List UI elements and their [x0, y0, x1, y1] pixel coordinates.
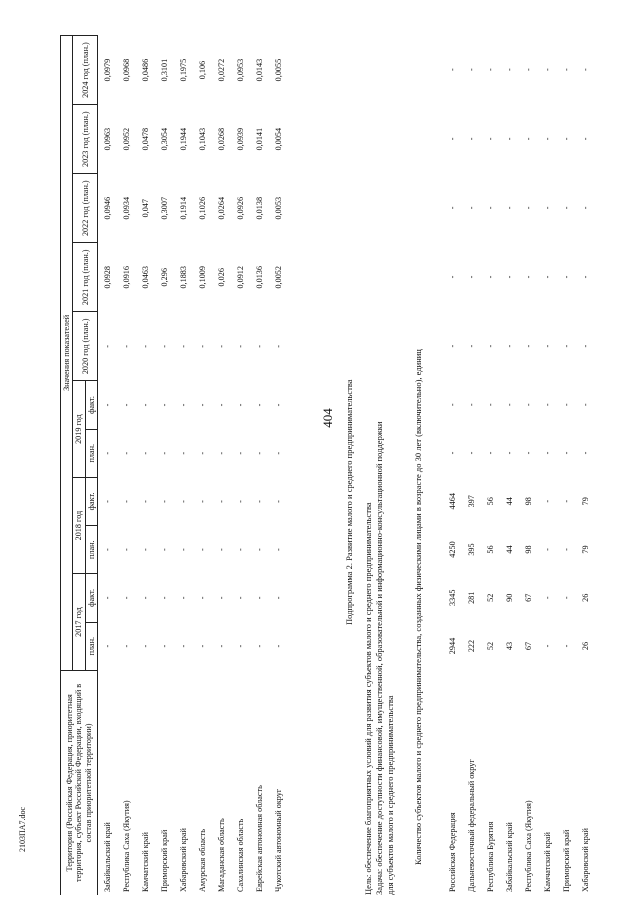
table-cell: - — [179, 548, 189, 552]
territory-name: Российская Федерация — [447, 812, 457, 892]
table-cell: - — [523, 68, 533, 71]
goal-text: Цель: обеспечение благоприятных условий для развития субъектов малого и среднего предпринимательства — [363, 502, 373, 895]
table-cell: 56 — [485, 545, 495, 554]
territory-name: Магаданская область — [217, 818, 227, 892]
table-cell: - — [236, 500, 246, 503]
table-cell: - — [217, 344, 227, 348]
table-cell: - — [274, 500, 284, 503]
territory-name: Забайкальский край — [504, 822, 514, 892]
header-2017: 2017 год — [73, 574, 85, 670]
table-cell: 0,0912 — [236, 266, 246, 289]
table-cell: - — [141, 548, 151, 552]
table-cell: - — [103, 644, 113, 648]
table-cell: - — [217, 644, 227, 648]
table-cell: - — [523, 403, 533, 407]
territory-name: Дальневосточный федеральный округ — [466, 759, 476, 892]
table-cell: - — [542, 344, 552, 348]
table-cell: 44 — [504, 545, 514, 554]
table-cell: - — [160, 548, 170, 552]
table-cell: - — [504, 275, 514, 279]
table-cell: - — [122, 451, 132, 455]
table-cell: 0,296 — [160, 268, 170, 287]
table-cell: 0,3054 — [160, 127, 170, 151]
header-2020: 2020 год (план.) — [73, 312, 98, 381]
header-2019: 2019 год — [73, 381, 85, 477]
table-cell: 0,0916 — [122, 266, 132, 289]
table-row — [557, 35, 576, 895]
table-row — [538, 35, 557, 895]
table-cell: 0,0272 — [217, 58, 227, 82]
table-cell: 0,0463 — [141, 266, 151, 289]
table-cell: - — [122, 403, 132, 407]
table-cell: 0,0963 — [103, 127, 113, 151]
table-cell: - — [447, 68, 457, 71]
table-cell: 0,1009 — [198, 266, 208, 289]
table-cell: - — [542, 596, 552, 600]
table-row — [155, 36, 174, 896]
table-cell: - — [255, 644, 265, 648]
table-cell: - — [485, 275, 495, 279]
table-cell: - — [561, 644, 571, 648]
table-cell: - — [523, 275, 533, 279]
header-plan: план. — [85, 622, 97, 670]
table-cell: - — [542, 68, 552, 71]
table-cell: - — [274, 403, 284, 407]
table-cell: 56 — [485, 497, 495, 506]
table-cell: - — [466, 403, 476, 407]
table-cell: - — [561, 548, 571, 551]
table-cell: 3345 — [447, 589, 457, 606]
table-cell: - — [561, 403, 571, 407]
table-cell: - — [504, 403, 514, 407]
table-cell: - — [198, 644, 208, 648]
table-cell: - — [217, 548, 227, 552]
table-cell: - — [160, 451, 170, 455]
table-cell: 395 — [466, 543, 476, 556]
table-cell: - — [236, 344, 246, 348]
table-cell: - — [217, 500, 227, 503]
table-cell: 43 — [504, 641, 514, 651]
header-2023: 2023 год (план.) — [73, 105, 98, 174]
table-cell: 0,1975 — [179, 58, 189, 82]
table-row — [519, 35, 538, 895]
table-body-count — [443, 35, 595, 895]
task-text-line1: Задача: обеспечение доступности финансовой, имущественной, образовательной и информационно-консультационной поддержки — [374, 421, 384, 895]
table-cell: - — [179, 596, 189, 600]
territory-name: Республика Бурятия — [485, 821, 495, 892]
table-cell: - — [198, 500, 208, 503]
table-cell: 0,0979 — [103, 58, 113, 82]
table-cell: - — [485, 403, 495, 407]
table-cell: - — [580, 403, 590, 407]
table-cell: 44 — [504, 497, 514, 506]
table-cell: 2944 — [447, 637, 457, 655]
table-cell: - — [523, 137, 533, 141]
table-cell: 0,106 — [198, 60, 208, 80]
table-header — [61, 36, 98, 896]
table-cell: - — [561, 68, 571, 71]
table-cell: - — [561, 344, 571, 348]
table-cell: 0,047 — [141, 199, 151, 218]
table-cell: - — [179, 344, 189, 348]
table-cell: - — [485, 68, 495, 71]
table-cell: 0,0928 — [103, 266, 113, 289]
table-cell: - — [274, 596, 284, 600]
table-cell: - — [504, 137, 514, 141]
table-cell: 0,0054 — [274, 127, 284, 151]
table-cell: - — [122, 548, 132, 552]
table-cell: 0,0939 — [236, 127, 246, 151]
table-cell: - — [217, 403, 227, 407]
table-cell: - — [160, 644, 170, 648]
table-cell: - — [580, 344, 590, 348]
table-cell: 0,0926 — [236, 196, 246, 220]
table-row — [136, 36, 155, 896]
table-cell: - — [561, 275, 571, 279]
territory-name: Камчатский край — [141, 832, 151, 892]
table-cell: - — [447, 451, 457, 455]
table-cell: - — [523, 451, 533, 455]
table-cell: - — [466, 451, 476, 455]
table-cell: 52 — [485, 641, 495, 651]
table-cell: - — [274, 548, 284, 552]
table-cell: - — [217, 451, 227, 455]
table-cell: 79 — [580, 545, 590, 554]
table-cell: - — [198, 403, 208, 407]
table-cell: - — [141, 644, 151, 648]
table-cell: 26 — [580, 593, 590, 602]
table-body-share — [98, 36, 289, 896]
header-plan: план. — [85, 429, 97, 477]
table-cell: 0,1026 — [198, 196, 208, 220]
table-cell: 0,1944 — [179, 127, 189, 151]
table-cell: - — [447, 344, 457, 348]
table-cell: - — [580, 137, 590, 141]
table-cell: 98 — [523, 497, 533, 506]
table-cell: - — [523, 206, 533, 210]
table-row — [117, 36, 136, 896]
table-cell: - — [160, 596, 170, 600]
table-cell: 0,0143 — [255, 58, 265, 82]
table-cell: - — [179, 403, 189, 407]
table-cell: - — [580, 68, 590, 71]
table-cell: 0,026 — [217, 268, 227, 287]
header-2022: 2022 год (план.) — [73, 174, 98, 243]
header-2021: 2021 год (план.) — [73, 243, 98, 312]
table-cell: 281 — [466, 591, 476, 604]
subprogram-title: Подпрограмма 2. Развитие малого и среднего предпринимательства — [344, 379, 354, 625]
table-cell: - — [447, 137, 457, 141]
table-cell: - — [447, 403, 457, 407]
header-plan: план. — [85, 526, 97, 574]
table-cell: 0,0052 — [274, 266, 284, 289]
table-cell: - — [485, 344, 495, 348]
table-cell: - — [236, 644, 246, 648]
table-cell: - — [198, 596, 208, 600]
table-cell: - — [542, 206, 552, 210]
table-cell: - — [274, 344, 284, 348]
territory-name: Чукотский автономный округ — [274, 788, 284, 892]
table-cell: - — [122, 500, 132, 503]
table-cell: 222 — [466, 639, 476, 653]
table-row — [462, 35, 481, 895]
table-row — [98, 36, 118, 896]
table-cell: 0,1883 — [179, 266, 189, 289]
table-cell: 4250 — [447, 541, 457, 558]
table-cell: 0,0136 — [255, 266, 265, 289]
table-cell: - — [255, 548, 265, 552]
table-cell: - — [485, 451, 495, 455]
territory-name: Сахалинская область — [236, 818, 246, 892]
table-cell: - — [580, 451, 590, 455]
table-cell: - — [466, 68, 476, 71]
table-cell: - — [447, 275, 457, 279]
table-cell: - — [447, 206, 457, 210]
table-cell: - — [485, 137, 495, 141]
table-cell: - — [466, 344, 476, 348]
table-cell: - — [466, 275, 476, 279]
table-cell: - — [141, 344, 151, 348]
table-row — [174, 36, 193, 896]
table-cell: - — [141, 500, 151, 503]
table-cell: - — [504, 68, 514, 71]
table-cell: 90 — [504, 593, 514, 602]
table-cell: 0,3101 — [160, 58, 170, 82]
territory-name: Хабаровский край — [580, 828, 590, 892]
rotated-document-body — [60, 15, 630, 895]
table-cell: 0,0138 — [255, 196, 265, 220]
table-cell: - — [255, 403, 265, 407]
table-cell: - — [580, 206, 590, 210]
header-indicators: Значения показателей — [61, 36, 73, 671]
table-cell: - — [160, 344, 170, 348]
table-row — [443, 35, 462, 895]
table-cell: - — [198, 344, 208, 348]
territory-name: Забайкальский край — [103, 822, 113, 892]
table-cell: - — [103, 500, 113, 503]
table-cell: - — [236, 548, 246, 552]
table-cell: - — [561, 499, 571, 503]
territory-name: Хабаровский край — [179, 828, 189, 892]
table-row — [500, 35, 519, 895]
task-text-line2: для субъектов малого и среднего предпринимательства — [385, 695, 395, 895]
table-cell: 0,0055 — [274, 58, 284, 82]
table-cell: - — [141, 451, 151, 455]
table-cell: - — [542, 548, 552, 551]
table-cell: - — [485, 206, 495, 210]
table-row — [193, 36, 212, 896]
table-cell: - — [198, 451, 208, 455]
table-cell: 0,0053 — [274, 196, 284, 220]
table-cell: 79 — [580, 497, 590, 506]
table-cell: 0,1043 — [198, 127, 208, 151]
table-cell: - — [542, 137, 552, 141]
table-cell: 98 — [523, 545, 533, 554]
table-cell: 52 — [485, 593, 495, 602]
indicator-title: Количество субъектов малого и среднего предпринимательства, созданных физическими лицами в возрасте до 30 лет (включительно), единиц — [413, 349, 423, 865]
table-cell: - — [236, 403, 246, 407]
table-cell: - — [466, 206, 476, 210]
table-cell: - — [103, 596, 113, 600]
table-row — [231, 36, 250, 896]
territory-name: Приморский край — [160, 829, 170, 892]
territory-name: Приморский край — [561, 829, 571, 892]
table-cell: 0,0478 — [141, 127, 151, 151]
table-row — [481, 35, 500, 895]
table-cell: 397 — [466, 495, 476, 508]
territory-name: Камчатский край — [542, 832, 552, 892]
table-cell: - — [561, 451, 571, 455]
table-cell: 0,3007 — [160, 196, 170, 220]
table-cell: - — [542, 644, 552, 648]
table-cell: - — [160, 500, 170, 503]
page-number: 404 — [320, 408, 335, 428]
table-cell: - — [179, 500, 189, 503]
table-cell: - — [179, 644, 189, 648]
table-cell: - — [179, 451, 189, 455]
table-cell: - — [103, 451, 113, 455]
table-cell: - — [236, 596, 246, 600]
table-cell: 26 — [580, 641, 590, 651]
table-cell: - — [122, 644, 132, 648]
table-cell: - — [198, 548, 208, 552]
table-cell: - — [561, 137, 571, 141]
table-cell: 0,0486 — [141, 58, 151, 82]
table-cell: - — [542, 403, 552, 407]
count-table — [443, 35, 595, 895]
table-cell: - — [122, 596, 132, 600]
table-cell: - — [504, 206, 514, 210]
table-cell: - — [103, 548, 113, 552]
table-cell: - — [255, 596, 265, 600]
table-cell: 0,0141 — [255, 127, 265, 151]
table-cell: - — [122, 344, 132, 348]
territory-name: Амурская область — [198, 829, 208, 892]
table-cell: - — [542, 275, 552, 279]
header-fact: факт. — [85, 477, 97, 525]
territory-name: Еврейская автономная область — [255, 785, 265, 892]
header-territory: Территория (Российская Федерация, приоритетная территория, субъект Российской Федерации, входящий в состав приоритетной территории) — [61, 670, 98, 895]
table-cell: - — [255, 451, 265, 455]
table-cell: 67 — [523, 641, 533, 651]
indicators-table — [60, 35, 288, 895]
table-cell: 0,0953 — [236, 58, 246, 82]
table-cell: 0,0934 — [122, 196, 132, 220]
table-cell: - — [561, 596, 571, 600]
table-cell: 67 — [523, 593, 533, 602]
table-cell: 0,0952 — [122, 127, 132, 151]
territory-name: Республика Саха (Якутия) — [523, 800, 533, 892]
table-cell: - — [561, 206, 571, 210]
table-cell: - — [255, 344, 265, 348]
table-row — [212, 36, 231, 896]
table-cell: - — [141, 596, 151, 600]
table-cell: - — [580, 275, 590, 279]
table-cell: - — [236, 451, 246, 455]
table-cell: 4464 — [447, 493, 457, 510]
table-cell: - — [542, 451, 552, 455]
table-cell: - — [523, 344, 533, 348]
table-cell: - — [504, 451, 514, 455]
territory-name: Республика Саха (Якутия) — [122, 800, 132, 892]
header-2024: 2024 год (план.) — [73, 36, 98, 105]
table-cell: - — [504, 344, 514, 348]
table-cell: - — [466, 137, 476, 141]
table-cell: - — [103, 403, 113, 407]
table-row — [576, 35, 595, 895]
table-cell: - — [255, 500, 265, 503]
table-row — [269, 36, 288, 896]
table-cell: - — [217, 596, 227, 600]
table-cell: - — [274, 451, 284, 455]
header-fact: факт. — [85, 381, 97, 429]
table-cell: - — [274, 644, 284, 648]
header-fact: факт. — [85, 574, 97, 622]
table-cell: - — [542, 499, 552, 503]
table-row — [250, 36, 269, 896]
table-cell: - — [103, 344, 113, 348]
table-cell: 0,1914 — [179, 196, 189, 220]
table-cell: 0,0268 — [217, 127, 227, 151]
table-cell: - — [141, 403, 151, 407]
table-cell: 0,0968 — [122, 58, 132, 82]
table-cell: - — [160, 403, 170, 407]
header-2018: 2018 год — [73, 477, 85, 573]
table-cell: 0,0946 — [103, 196, 113, 220]
table-cell: 0,0264 — [217, 196, 227, 220]
